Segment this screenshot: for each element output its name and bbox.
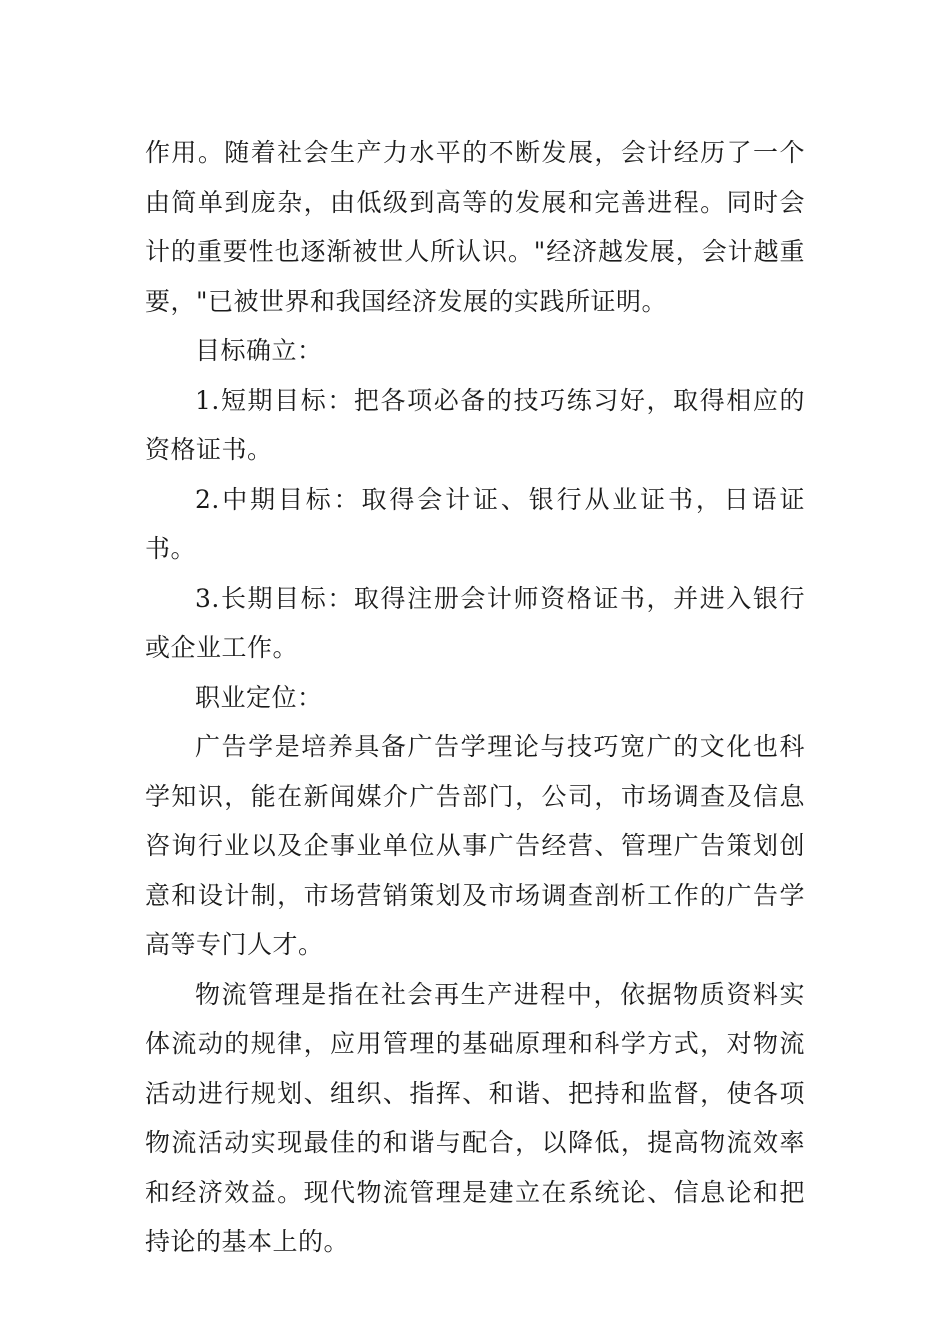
paragraph-long-term-goal: 3.长期目标：取得注册会计师资格证书，并进入银行或企业工作。: [145, 583, 805, 662]
document-body: [145, 128, 805, 1267]
heading-goal-setting: 目标确立：: [195, 336, 323, 365]
paragraph-short-term-goal: 1.短期目标：把各项必备的技巧练习好，取得相应的资格证书。: [145, 385, 805, 464]
paragraph-accounting-importance: 作用。随着社会生产力水平的不断发展，会计经历了一个由简单到庞杂，由低级到高等的发展和完善进程。同时会计的重要性也逐渐被世人所认识。"经济越发展，会计越重要，"已被世界和我国经济发展的实践所证明。: [145, 138, 805, 316]
heading-career-positioning: 职业定位：: [195, 682, 323, 712]
paragraph-logistics-management: 物流管理是指在社会再生产进程中，依据物质资料实体流动的规律，应用管理的基础原理和科学方式，对物流活动进行规划、组织、指挥、和谐、把持和监督，使各项物流活动实现最佳的和谐与配合，以降低，提高物流效率和经济效益。现代物流管理是建立在系统论、信息论和把持论的基本上的。: [145, 979, 805, 1256]
paragraph-mid-term-goal: 2.中期目标：取得会计证、银行从业证书，日语证书。: [145, 484, 805, 563]
paragraph-advertising: 广告学是培养具备广告学理论与技巧宽广的文化也科学知识，能在新闻媒介广告部门，公司，市场调查及信息咨询行业以及企事业单位从事广告经营、管理广告策划创意和设计制，市场营销策划及市场调查剖析工作的广告学高等专门人才。: [145, 732, 805, 959]
